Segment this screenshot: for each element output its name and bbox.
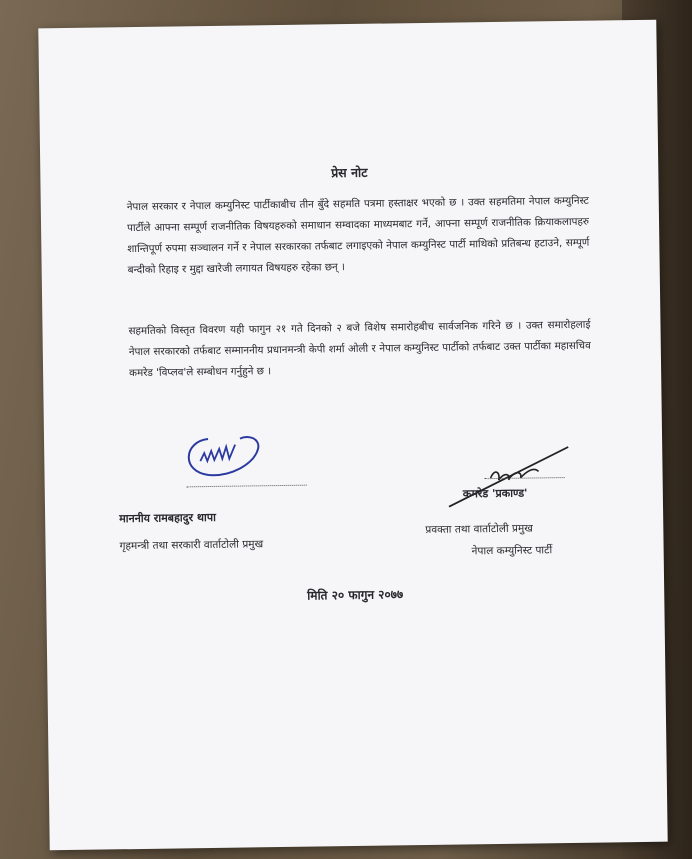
left-signatory-title: गृहमन्त्री तथा सरकारी वार्ताटोली प्रमुख bbox=[119, 538, 264, 553]
right-signatory-title-1: प्रवक्ता तथा वार्ताटोली प्रमुख bbox=[425, 522, 533, 536]
left-signatory-name: माननीय रामबहादुर थापा bbox=[119, 510, 216, 526]
right-signatory-name: कमरेड 'प्रकाण्ड' bbox=[462, 486, 528, 501]
left-signature bbox=[178, 430, 263, 479]
paragraph-2: सहमतिको विस्तृत विवरण यही फागुन २१ गते दिनको २ बजे विशेष समारोहबीच सार्वजनिक गरिने छ । उक्त समारोहलाई नेपाल सरकारको तर्फबाट सम्माननीय प्रधानमन्त्री केपी शर्मा ओली र नेपाल कम्युनिस्ट पार्टीको तर्फबाट उक्त पार्टीका महासचिव कमरेड 'विप्लव'ले सम्बोधन गर्नुहुने छ । bbox=[128, 318, 591, 380]
document-title: प्रेस नोट bbox=[331, 164, 368, 181]
document-date: मिति २० फागुन २०७७ bbox=[307, 587, 404, 603]
press-note-page bbox=[38, 20, 667, 851]
paragraph-1: नेपाल सरकार र नेपाल कम्युनिस्ट पार्टीकाबीच तीन बुँदे सहमति पत्रमा हस्ताक्षर भएको छ । उक्त सहमतिमा नेपाल कम्युनिस्ट पार्टीले आफ्ना सम्पूर्ण राजनीतिक विषयहरुको समाधान सम्वादका माध्यमबाट गर्ने, आफ्ना सम्पूर्ण राजनीतिक क्रियाकलापहरु शान्तिपूर्ण रुपमा सञ्चालन गर्ने र नेपाल सरकारका तर्फबाट लगाइएको नेपाल कम्युनिस्ट पार्टी माथिको प्रतिबन्ध हटाउने, सम्पूर्ण बन्दीको रिहाइ र मुद्दा खारेजी लगायत विषयहरु रहेका छन् । bbox=[126, 194, 590, 277]
right-signatory-title-2: नेपाल कम्युनिस्ट पार्टी bbox=[471, 544, 553, 558]
left-signature-line bbox=[187, 485, 307, 488]
